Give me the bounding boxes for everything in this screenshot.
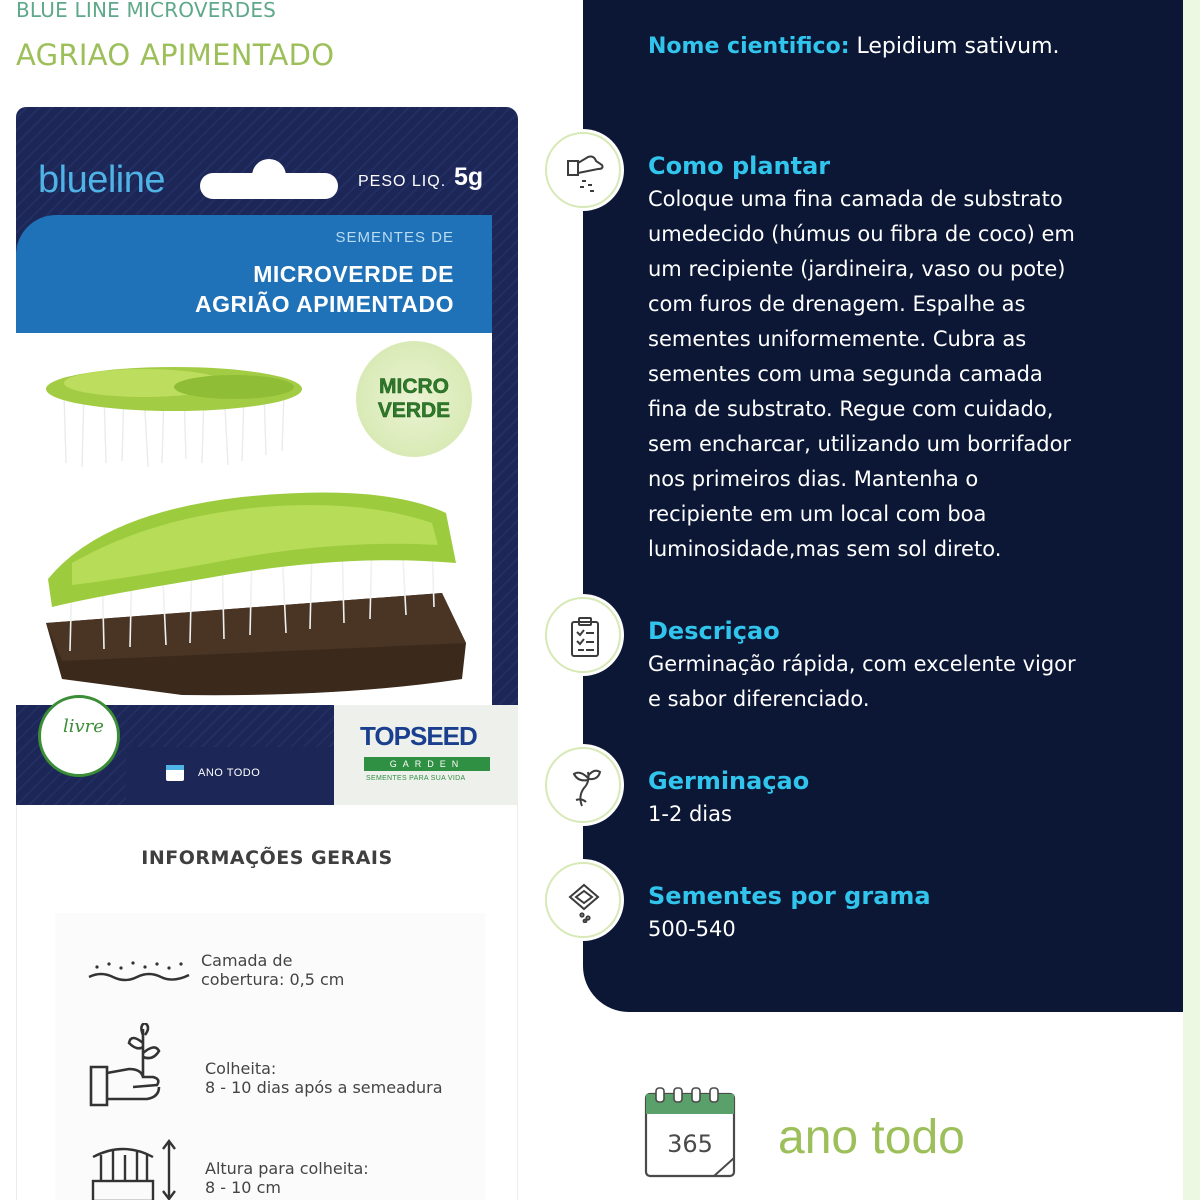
soil-layer-icon [87, 955, 191, 989]
how-to-plant-line: Coloque uma fina camada de substrato [648, 187, 1063, 211]
how-to-plant-line: nos primeiros dias. Mantenha o [648, 467, 979, 491]
weight-label: PESO LIQ. [358, 173, 447, 190]
info-harvest-line1: Colheita: [205, 1059, 277, 1078]
description-body [648, 647, 1128, 717]
sprout-icon [564, 766, 606, 808]
badge-line2: VERDE [377, 399, 451, 422]
icon-circle [545, 132, 621, 208]
hang-hole [200, 173, 338, 199]
harvest-hand-icon [87, 1023, 167, 1107]
seed-packet-image [16, 107, 518, 805]
seed-packet-icon [564, 881, 606, 923]
seeds-per-gram-title: Sementes por grama [648, 882, 931, 910]
season-label: ANO TODO [198, 767, 261, 779]
seeds-of-label: SEMENTES DE [335, 229, 454, 246]
how-to-plant-line: recipiente em um local com boa [648, 502, 987, 526]
info-item-soil [87, 951, 487, 999]
badge-line1: MICRO [379, 375, 449, 398]
sprouts-photo [16, 333, 492, 705]
sprouts-tray-illustration [42, 483, 472, 713]
clipboard-icon [564, 616, 606, 658]
manufacturer-line: GARDEN [364, 757, 490, 771]
how-to-plant-line: luminosidade,mas sem sol direto. [648, 537, 1002, 561]
scientific-name [648, 34, 1060, 59]
how-to-plant-line: sementes uniformemente. Cubra as [648, 327, 1027, 351]
how-to-plant-body [648, 182, 1128, 567]
calendar-number: 365 [667, 1130, 713, 1158]
scientific-name-value: Lepidium sativum. [856, 34, 1060, 59]
seeds-per-gram-value: 500-540 [648, 917, 736, 941]
how-to-plant-line: sem encharcar, utilizando um borrifador [648, 432, 1072, 456]
manufacturer-name: TOPSEED [360, 721, 477, 751]
manufacturer-tagline: SEMENTES PARA SUA VIDA [366, 775, 466, 782]
info-item-height [87, 1137, 487, 1200]
calendar-365-icon [642, 1086, 738, 1178]
scientific-name-label: Nome cientifico: [648, 34, 850, 59]
blueline-logo: blueline [38, 159, 165, 201]
height-icon [87, 1137, 177, 1200]
packet-title-line2: AGRIÃO APIMENTADO [195, 291, 454, 317]
how-to-plant-line: com furos de drenagem. Espalhe as [648, 292, 1026, 316]
info-harvest-line2: 8 - 10 dias após a semeadura [205, 1078, 443, 1097]
seal-text: livre [63, 716, 104, 737]
details-panel [583, 0, 1183, 1012]
info-soil-line2: cobertura: 0,5 cm [201, 970, 345, 989]
hand-planting-icon [564, 151, 606, 193]
general-info-title: INFORMAÇÕES GERAIS [141, 847, 393, 869]
packet-title-line1: MICROVERDE DE [253, 261, 454, 287]
icon-circle [545, 862, 621, 938]
brand-line: BLUE LINE MICROVERDES [16, 0, 277, 22]
seeds-per-gram-body [648, 912, 1128, 947]
description-title: Descriçao [648, 617, 780, 645]
info-soil-line1: Camada de [201, 951, 293, 970]
how-to-plant-line: fina de substrato. Regue com cuidado, [648, 397, 1054, 421]
icon-circle [545, 597, 621, 673]
sprouts-cluster-illustration [44, 363, 304, 473]
info-item-harvest [87, 1023, 487, 1107]
calendar-icon [164, 761, 186, 783]
weight-value: 5g [454, 163, 484, 191]
description-line: Germinação rápida, com excelente vigor [648, 652, 1076, 676]
product-title: AGRIAO APIMENTADO [16, 38, 335, 72]
season-strip [126, 747, 336, 805]
description-line: e sabor diferenciado. [648, 687, 870, 711]
general-info-panel [16, 805, 518, 1200]
topseed-logo [334, 705, 518, 805]
germination-title: Germinaçao [648, 767, 810, 795]
season-text: ano todo [778, 1111, 965, 1164]
how-to-plant-title: Como plantar [648, 152, 831, 180]
info-height-line1: Altura para colheita: [205, 1159, 369, 1178]
info-height-line2: 8 - 10 cm [205, 1178, 281, 1197]
how-to-plant-line: sementes com uma segunda camada [648, 362, 1043, 386]
general-info-card [55, 913, 485, 1200]
gmo-free-seal [38, 695, 120, 777]
packet-product-name [134, 259, 454, 319]
packet-title-band [16, 215, 492, 333]
germination-value: 1-2 dias [648, 802, 732, 826]
icon-circle [545, 747, 621, 823]
germination-body [648, 797, 1128, 832]
decorative-edge [1183, 0, 1200, 1200]
micro-verde-badge [356, 341, 472, 457]
how-to-plant-line: um recipiente (jardineira, vaso ou pote) [648, 257, 1066, 281]
how-to-plant-line: umedecido (húmus ou fibra de coco) em [648, 222, 1075, 246]
